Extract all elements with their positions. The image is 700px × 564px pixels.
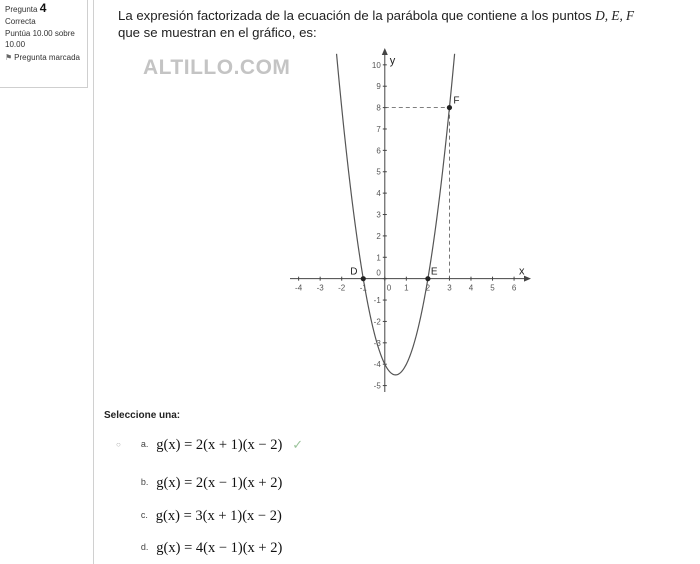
option-formula: g(x) = 4(x − 1)(x + 2) <box>156 540 283 556</box>
option-formula: g(x) = 2(x − 1)(x + 2) <box>156 475 283 491</box>
y-tick-label: 1 <box>376 253 381 263</box>
y-tick-label: 3 <box>376 210 381 220</box>
y-tick-label: 8 <box>376 103 381 113</box>
option-a[interactable] <box>116 434 303 454</box>
points-group <box>350 96 459 282</box>
y-tick-label: 9 <box>376 82 381 92</box>
point-label-e: E <box>430 266 438 278</box>
option-formula: g(x) = 2(x + 1)(x − 2) <box>156 437 283 453</box>
y-tick-label: -5 <box>373 381 381 391</box>
x-tick-label: 3 <box>447 283 452 293</box>
point-d <box>361 276 366 281</box>
x-tick-label: -4 <box>295 283 303 293</box>
radio-icon[interactable]: ○ <box>116 440 121 450</box>
x-tick-label: 0 <box>386 283 392 293</box>
point-label-f: F <box>453 95 460 107</box>
y-axis-arrow <box>382 48 388 55</box>
x-tick-label: -3 <box>316 283 324 293</box>
point-f <box>447 105 452 110</box>
x-tick-label: 5 <box>490 283 495 293</box>
y-tick-label: 7 <box>376 124 381 134</box>
option-b[interactable] <box>116 472 282 492</box>
x-tick-label: 4 <box>468 283 474 293</box>
y-tick-label: 0 <box>376 268 381 278</box>
question-score: Puntúa 10.00 sobre 10.00 <box>5 29 75 49</box>
watermark: ALTILLO.COM <box>143 56 291 79</box>
flag-icon[interactable]: ⚑ <box>5 53 13 62</box>
option-letter: d. <box>140 542 149 552</box>
y-tick-label: -3 <box>373 338 381 348</box>
option-letter: a. <box>140 439 149 449</box>
parabola-curve <box>337 54 455 375</box>
y-tick-label: 4 <box>376 189 381 199</box>
option-letter: c. <box>140 510 148 520</box>
question-text-before: La expresión factorizada de la ecuación de la parábola que contiene a los puntos <box>118 8 596 23</box>
option-formula: g(x) = 3(x + 1)(x − 2) <box>155 508 282 524</box>
point-label-d: D <box>350 266 358 278</box>
x-axis-arrow <box>524 276 531 282</box>
question-label: Pregunta <box>5 5 38 14</box>
question-status: Correcta <box>5 17 36 26</box>
y-tick-label: 2 <box>376 231 381 241</box>
question-number: 4 <box>39 1 47 15</box>
y-tick-label: 5 <box>376 167 381 177</box>
x-axis-label: x <box>519 265 525 278</box>
x-tick-label: 6 <box>511 283 517 293</box>
x-tick-label: -2 <box>338 283 346 293</box>
y-tick-label: -1 <box>373 296 381 306</box>
x-tick-label: -1 <box>359 283 367 293</box>
y-axis-label: y <box>389 55 396 67</box>
option-d[interactable] <box>116 537 282 557</box>
y-tick-label: 10 <box>371 60 381 70</box>
x-tick-label: 1 <box>404 283 409 293</box>
option-c[interactable] <box>116 505 282 525</box>
question-text-after: que se muestran en el gráfico, es: <box>118 25 317 40</box>
y-tick-label: -2 <box>373 317 381 327</box>
check-icon: ✓ <box>292 437 304 452</box>
y-tick-label: -4 <box>373 360 381 370</box>
select-one-label: Seleccione una: <box>104 410 181 421</box>
y-tick-label: 6 <box>376 146 381 156</box>
flag-label: Pregunta marcada <box>14 53 80 62</box>
option-letter: b. <box>140 477 149 487</box>
question-points: D, E, F <box>595 8 635 23</box>
point-e <box>425 276 430 281</box>
x-tick-label: 2 <box>425 283 431 293</box>
